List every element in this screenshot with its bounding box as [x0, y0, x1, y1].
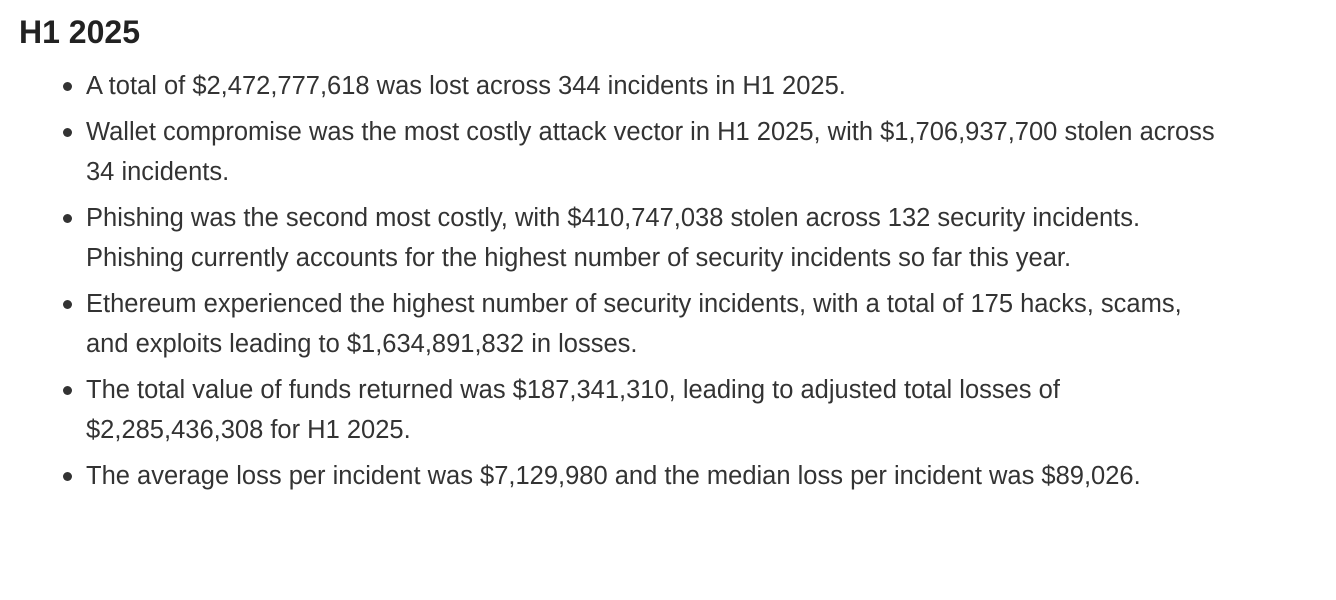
bullet-icon	[63, 214, 72, 223]
section-heading: H1 2025	[19, 14, 140, 50]
list-item-text: Ethereum experienced the highest number of security incidents, with a total of 175 hacks, scams, and exploits leading to $1,634,891,832 in losses.	[86, 290, 1182, 358]
bullet-icon	[63, 82, 72, 91]
list-item	[86, 112, 1216, 192]
list-item	[86, 198, 1216, 278]
list-item	[86, 456, 1216, 496]
list-item-text: The average loss per incident was $7,129,980 and the median loss per incident was $89,026.	[86, 462, 1141, 490]
list-item	[86, 370, 1216, 450]
bullet-icon	[63, 300, 72, 309]
list-item-text: Wallet compromise was the most costly attack vector in H1 2025, with $1,706,937,700 stolen across 34 incidents.	[86, 118, 1215, 186]
findings-list	[19, 66, 1216, 496]
list-item	[86, 66, 1216, 106]
bullet-icon	[63, 472, 72, 481]
list-item-text: A total of $2,472,777,618 was lost across 344 incidents in H1 2025.	[86, 72, 846, 100]
list-item	[86, 284, 1216, 364]
list-item-text: Phishing was the second most costly, with $410,747,038 stolen across 132 security incidents. Phishing currently accounts for the highest number of security incidents so far this year.	[86, 204, 1141, 272]
bullet-icon	[63, 128, 72, 137]
list-item-text: The total value of funds returned was $187,341,310, leading to adjusted total losses of $2,285,436,308 for H1 2025.	[86, 376, 1060, 444]
bullet-icon	[63, 386, 72, 395]
